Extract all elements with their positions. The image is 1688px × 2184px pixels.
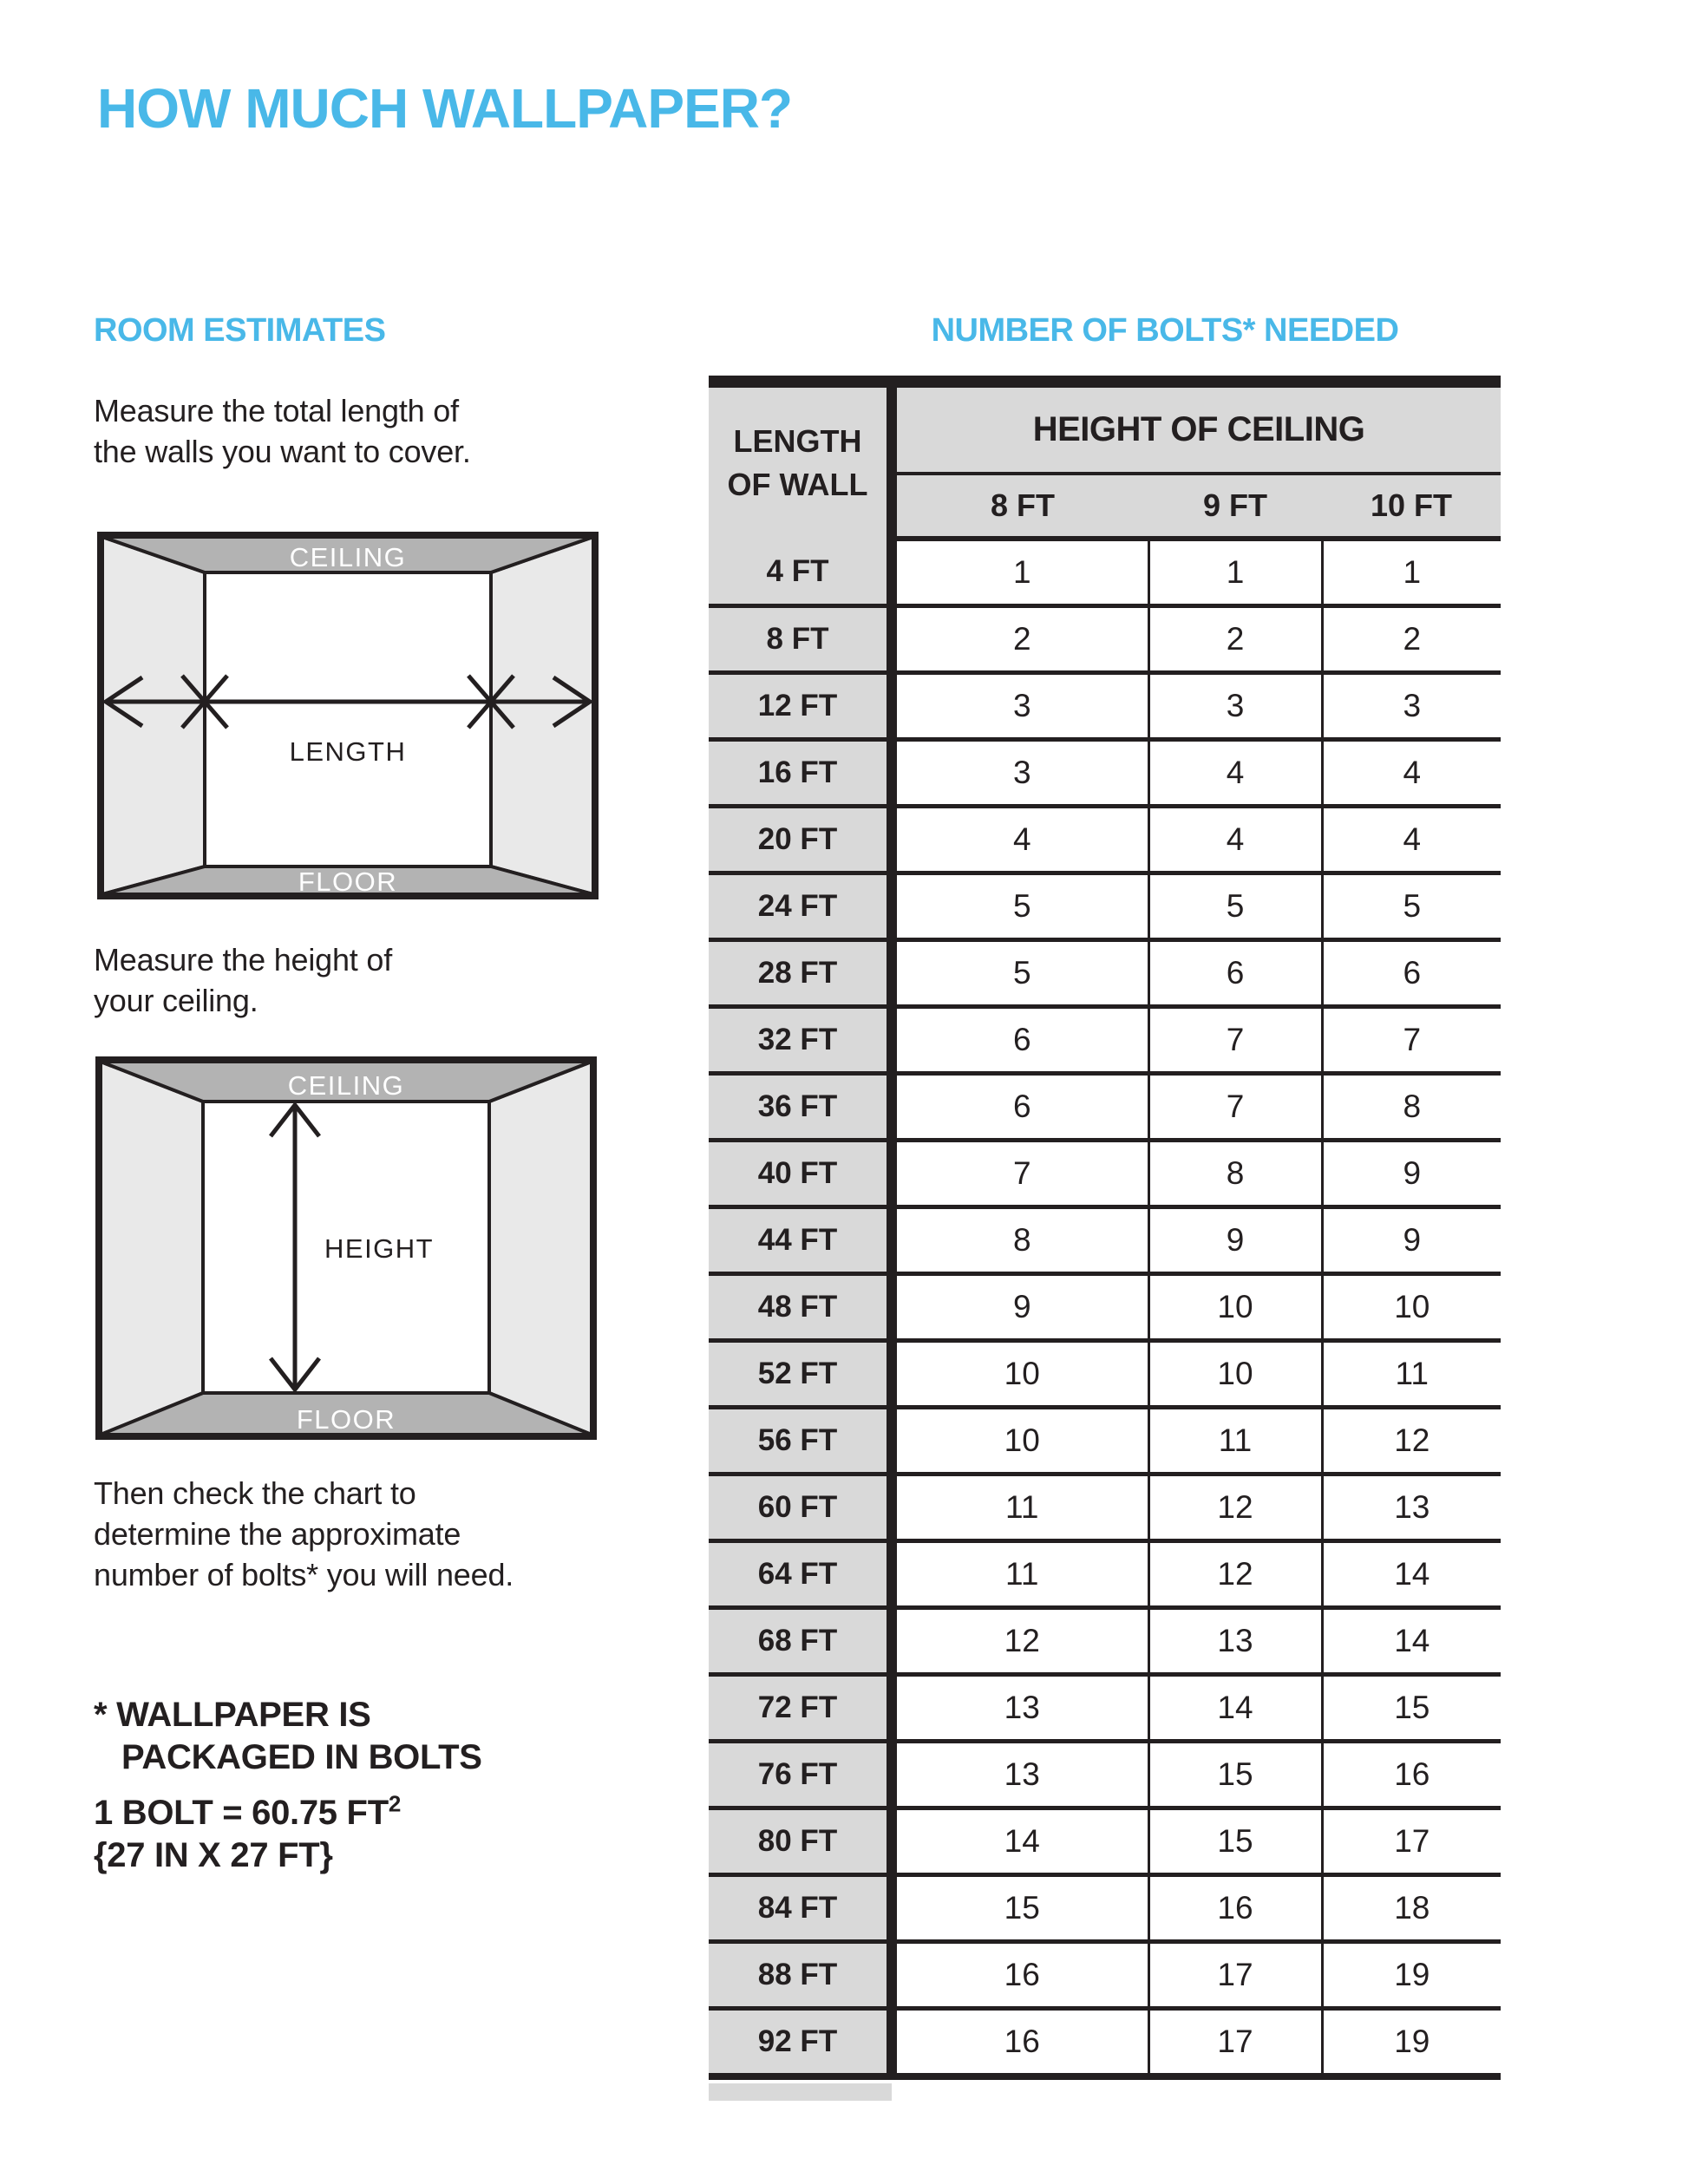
bolts-needed-cell: 4 [892, 807, 1148, 873]
footnote-line: PACKAGED IN BOLTS [121, 1738, 482, 1776]
table-row [709, 1408, 1501, 1475]
table-row [709, 1742, 1501, 1808]
bolts-needed-cell: 10 [892, 1408, 1148, 1475]
bolts-needed-cell: 3 [1322, 673, 1501, 740]
instruction-line: number of bolts* you will need. [94, 1557, 514, 1592]
length-dimension-label: LENGTH [289, 736, 407, 767]
wall-length-cell: 40 FT [709, 1141, 892, 1207]
instruction-line: Measure the height of [94, 942, 393, 978]
length-of-wall-header [709, 382, 892, 539]
header-row-group [709, 382, 1501, 474]
bolts-needed-cell: 3 [892, 673, 1148, 740]
bolts-needed-cell: 15 [1148, 1808, 1322, 1875]
bolts-needed-cell: 18 [1322, 1875, 1501, 1942]
wall-length-cell: 24 FT [709, 873, 892, 940]
wall-length-cell: 52 FT [709, 1341, 892, 1408]
ceiling-height-column-header: 8 FT [892, 474, 1148, 539]
instruction-line: Then check the chart to [94, 1475, 416, 1511]
instruction-line: determine the approximate [94, 1516, 461, 1552]
bolts-needed-cell: 14 [1148, 1675, 1322, 1742]
left-wall [101, 1062, 203, 1435]
bolts-needed-cell: 15 [1322, 1675, 1501, 1742]
instruction-line: your ceiling. [94, 983, 258, 1018]
bolts-needed-cell: 9 [1322, 1207, 1501, 1274]
bolts-table [709, 376, 1501, 2080]
bolts-needed-cell: 9 [892, 1274, 1148, 1341]
wall-length-cell: 64 FT [709, 1541, 892, 1608]
bolts-needed-cell: 16 [1322, 1742, 1501, 1808]
bolts-needed-cell: 10 [892, 1341, 1148, 1408]
wall-length-cell: 56 FT [709, 1408, 892, 1475]
bolts-needed-cell: 13 [892, 1742, 1148, 1808]
bolts-needed-cell: 7 [892, 1141, 1148, 1207]
bolts-needed-cell: 2 [1322, 606, 1501, 673]
table-column-stub [709, 2083, 892, 2101]
bolts-needed-cell: 12 [1148, 1475, 1322, 1541]
bolts-needed-cell: 11 [892, 1475, 1148, 1541]
bolts-needed-cell: 5 [1322, 873, 1501, 940]
table-row [709, 940, 1501, 1007]
bolts-needed-cell: 17 [1148, 2009, 1322, 2077]
wallpaper-bolts-footnote [94, 1694, 482, 1779]
instruction-line: Measure the total length of [94, 393, 459, 428]
bolt-equation-text: 1 BOLT = 60.75 FT [94, 1794, 389, 1832]
bolts-needed-cell: 11 [1148, 1408, 1322, 1475]
left-wall [102, 537, 205, 894]
wall-length-cell: 72 FT [709, 1675, 892, 1742]
table-row [709, 1341, 1501, 1408]
bolts-needed-cell: 11 [1322, 1341, 1501, 1408]
right-wall [489, 1062, 592, 1435]
bolts-needed-cell: 12 [1322, 1408, 1501, 1475]
table-row [709, 1875, 1501, 1942]
wall-length-cell: 48 FT [709, 1274, 892, 1341]
bolts-needed-cell: 13 [1322, 1475, 1501, 1541]
table-row [709, 740, 1501, 807]
bolts-table-heading: NUMBER OF BOLTS* NEEDED [931, 312, 1399, 349]
bolts-needed-cell: 5 [892, 873, 1148, 940]
bolts-needed-cell: 19 [1322, 1942, 1501, 2009]
bolts-needed-cell: 10 [1148, 1274, 1322, 1341]
wall-length-cell: 8 FT [709, 606, 892, 673]
bolts-needed-cell: 16 [1148, 1875, 1322, 1942]
bolts-table-body [709, 539, 1501, 2076]
page-title: HOW MUCH WALLPAPER? [97, 76, 793, 140]
wall-length-cell: 76 FT [709, 1742, 892, 1808]
bolts-needed-cell: 19 [1322, 2009, 1501, 2077]
bolts-needed-cell: 13 [1148, 1608, 1322, 1675]
bolts-needed-cell: 13 [892, 1675, 1148, 1742]
bolts-needed-cell: 3 [892, 740, 1148, 807]
wall-length-cell: 12 FT [709, 673, 892, 740]
table-row [709, 1541, 1501, 1608]
bolts-needed-cell: 15 [1148, 1742, 1322, 1808]
wall-length-cell: 20 FT [709, 807, 892, 873]
table-row [709, 1942, 1501, 2009]
bolts-needed-cell: 6 [1322, 940, 1501, 1007]
bolts-needed-cell: 10 [1148, 1341, 1322, 1408]
back-wall [205, 572, 491, 866]
bolts-needed-cell: 12 [892, 1608, 1148, 1675]
bolts-needed-cell: 10 [1322, 1274, 1501, 1341]
bolts-needed-cell: 16 [892, 2009, 1148, 2077]
bolts-needed-cell: 5 [1148, 873, 1322, 940]
bolts-needed-cell: 9 [1322, 1141, 1501, 1207]
bolts-table-container [709, 376, 1501, 2080]
wall-length-cell: 44 FT [709, 1207, 892, 1274]
bolts-needed-cell: 7 [1322, 1007, 1501, 1074]
room-length-diagram [97, 532, 599, 899]
wall-length-cell: 28 FT [709, 940, 892, 1007]
wall-length-cell: 4 FT [709, 539, 892, 606]
bolt-size-info [94, 1792, 401, 1877]
bolts-needed-cell: 8 [1148, 1141, 1322, 1207]
wall-length-cell: 84 FT [709, 1875, 892, 1942]
wall-length-cell: 60 FT [709, 1475, 892, 1541]
instruction-line: the walls you want to cover. [94, 434, 471, 469]
bolt-equation [94, 1792, 401, 1834]
wall-length-cell: 88 FT [709, 1942, 892, 2009]
length-of-wall-line: LENGTH [733, 423, 862, 459]
bolts-table-header [709, 382, 1501, 539]
table-row [709, 1007, 1501, 1074]
table-row [709, 807, 1501, 873]
squared-superscript: 2 [388, 1790, 401, 1817]
bolts-needed-cell: 12 [1148, 1541, 1322, 1608]
table-row [709, 1675, 1501, 1742]
floor-label: FLOOR [296, 1404, 396, 1435]
table-row [709, 1274, 1501, 1341]
wall-length-cell: 36 FT [709, 1074, 892, 1141]
table-row [709, 1808, 1501, 1875]
bolts-needed-cell: 6 [892, 1074, 1148, 1141]
height-of-ceiling-header: HEIGHT OF CEILING [892, 382, 1501, 474]
footnote-line: * WALLPAPER IS [94, 1696, 371, 1734]
table-row [709, 606, 1501, 673]
ceiling-height-column-header: 9 FT [1148, 474, 1322, 539]
bolts-needed-cell: 11 [892, 1541, 1148, 1608]
bolts-needed-cell: 2 [1148, 606, 1322, 673]
instruction-step-1 [94, 390, 471, 472]
bolts-needed-cell: 17 [1322, 1808, 1501, 1875]
bolts-needed-cell: 1 [1322, 539, 1501, 606]
bolts-needed-cell: 14 [1322, 1541, 1501, 1608]
room-height-diagram [95, 1056, 597, 1440]
ceiling-label: CEILING [289, 542, 407, 572]
ceiling-label: CEILING [287, 1070, 405, 1101]
bolts-needed-cell: 4 [1322, 807, 1501, 873]
floor-label: FLOOR [298, 866, 398, 897]
bolts-needed-cell: 2 [892, 606, 1148, 673]
table-row [709, 873, 1501, 940]
bolts-needed-cell: 7 [1148, 1074, 1322, 1141]
bolts-needed-cell: 8 [1322, 1074, 1501, 1141]
table-row [709, 1141, 1501, 1207]
bolts-needed-cell: 1 [892, 539, 1148, 606]
bolts-needed-cell: 4 [1148, 740, 1322, 807]
table-row [709, 1207, 1501, 1274]
bolts-needed-cell: 16 [892, 1942, 1148, 2009]
length-of-wall-line: OF WALL [727, 467, 868, 502]
table-row [709, 2009, 1501, 2077]
bolt-dimensions: {27 IN X 27 FT} [94, 1836, 333, 1874]
wall-length-cell: 68 FT [709, 1608, 892, 1675]
table-row [709, 1475, 1501, 1541]
bolts-needed-cell: 14 [892, 1808, 1148, 1875]
wall-length-cell: 92 FT [709, 2009, 892, 2077]
bolts-needed-cell: 6 [892, 1007, 1148, 1074]
bolts-needed-cell: 8 [892, 1207, 1148, 1274]
instruction-step-2 [94, 939, 392, 1021]
wall-length-cell: 32 FT [709, 1007, 892, 1074]
bolts-needed-cell: 7 [1148, 1007, 1322, 1074]
table-row [709, 1074, 1501, 1141]
right-wall [491, 537, 593, 894]
bolts-needed-cell: 9 [1148, 1207, 1322, 1274]
bolts-needed-cell: 3 [1148, 673, 1322, 740]
height-dimension-label: HEIGHT [324, 1233, 435, 1264]
table-row [709, 673, 1501, 740]
table-row [709, 1608, 1501, 1675]
room-estimates-heading: ROOM ESTIMATES [94, 312, 386, 349]
bolts-needed-cell: 6 [1148, 940, 1322, 1007]
bolts-needed-cell: 17 [1148, 1942, 1322, 2009]
bolts-needed-cell: 14 [1322, 1608, 1501, 1675]
bolts-needed-cell: 15 [892, 1875, 1148, 1942]
bolts-needed-cell: 4 [1322, 740, 1501, 807]
wall-length-cell: 16 FT [709, 740, 892, 807]
bolts-needed-cell: 1 [1148, 539, 1322, 606]
bolts-needed-cell: 4 [1148, 807, 1322, 873]
wall-length-cell: 80 FT [709, 1808, 892, 1875]
table-row [709, 539, 1501, 606]
bolts-needed-cell: 5 [892, 940, 1148, 1007]
instruction-step-3 [94, 1473, 514, 1595]
ceiling-height-column-header: 10 FT [1322, 474, 1501, 539]
